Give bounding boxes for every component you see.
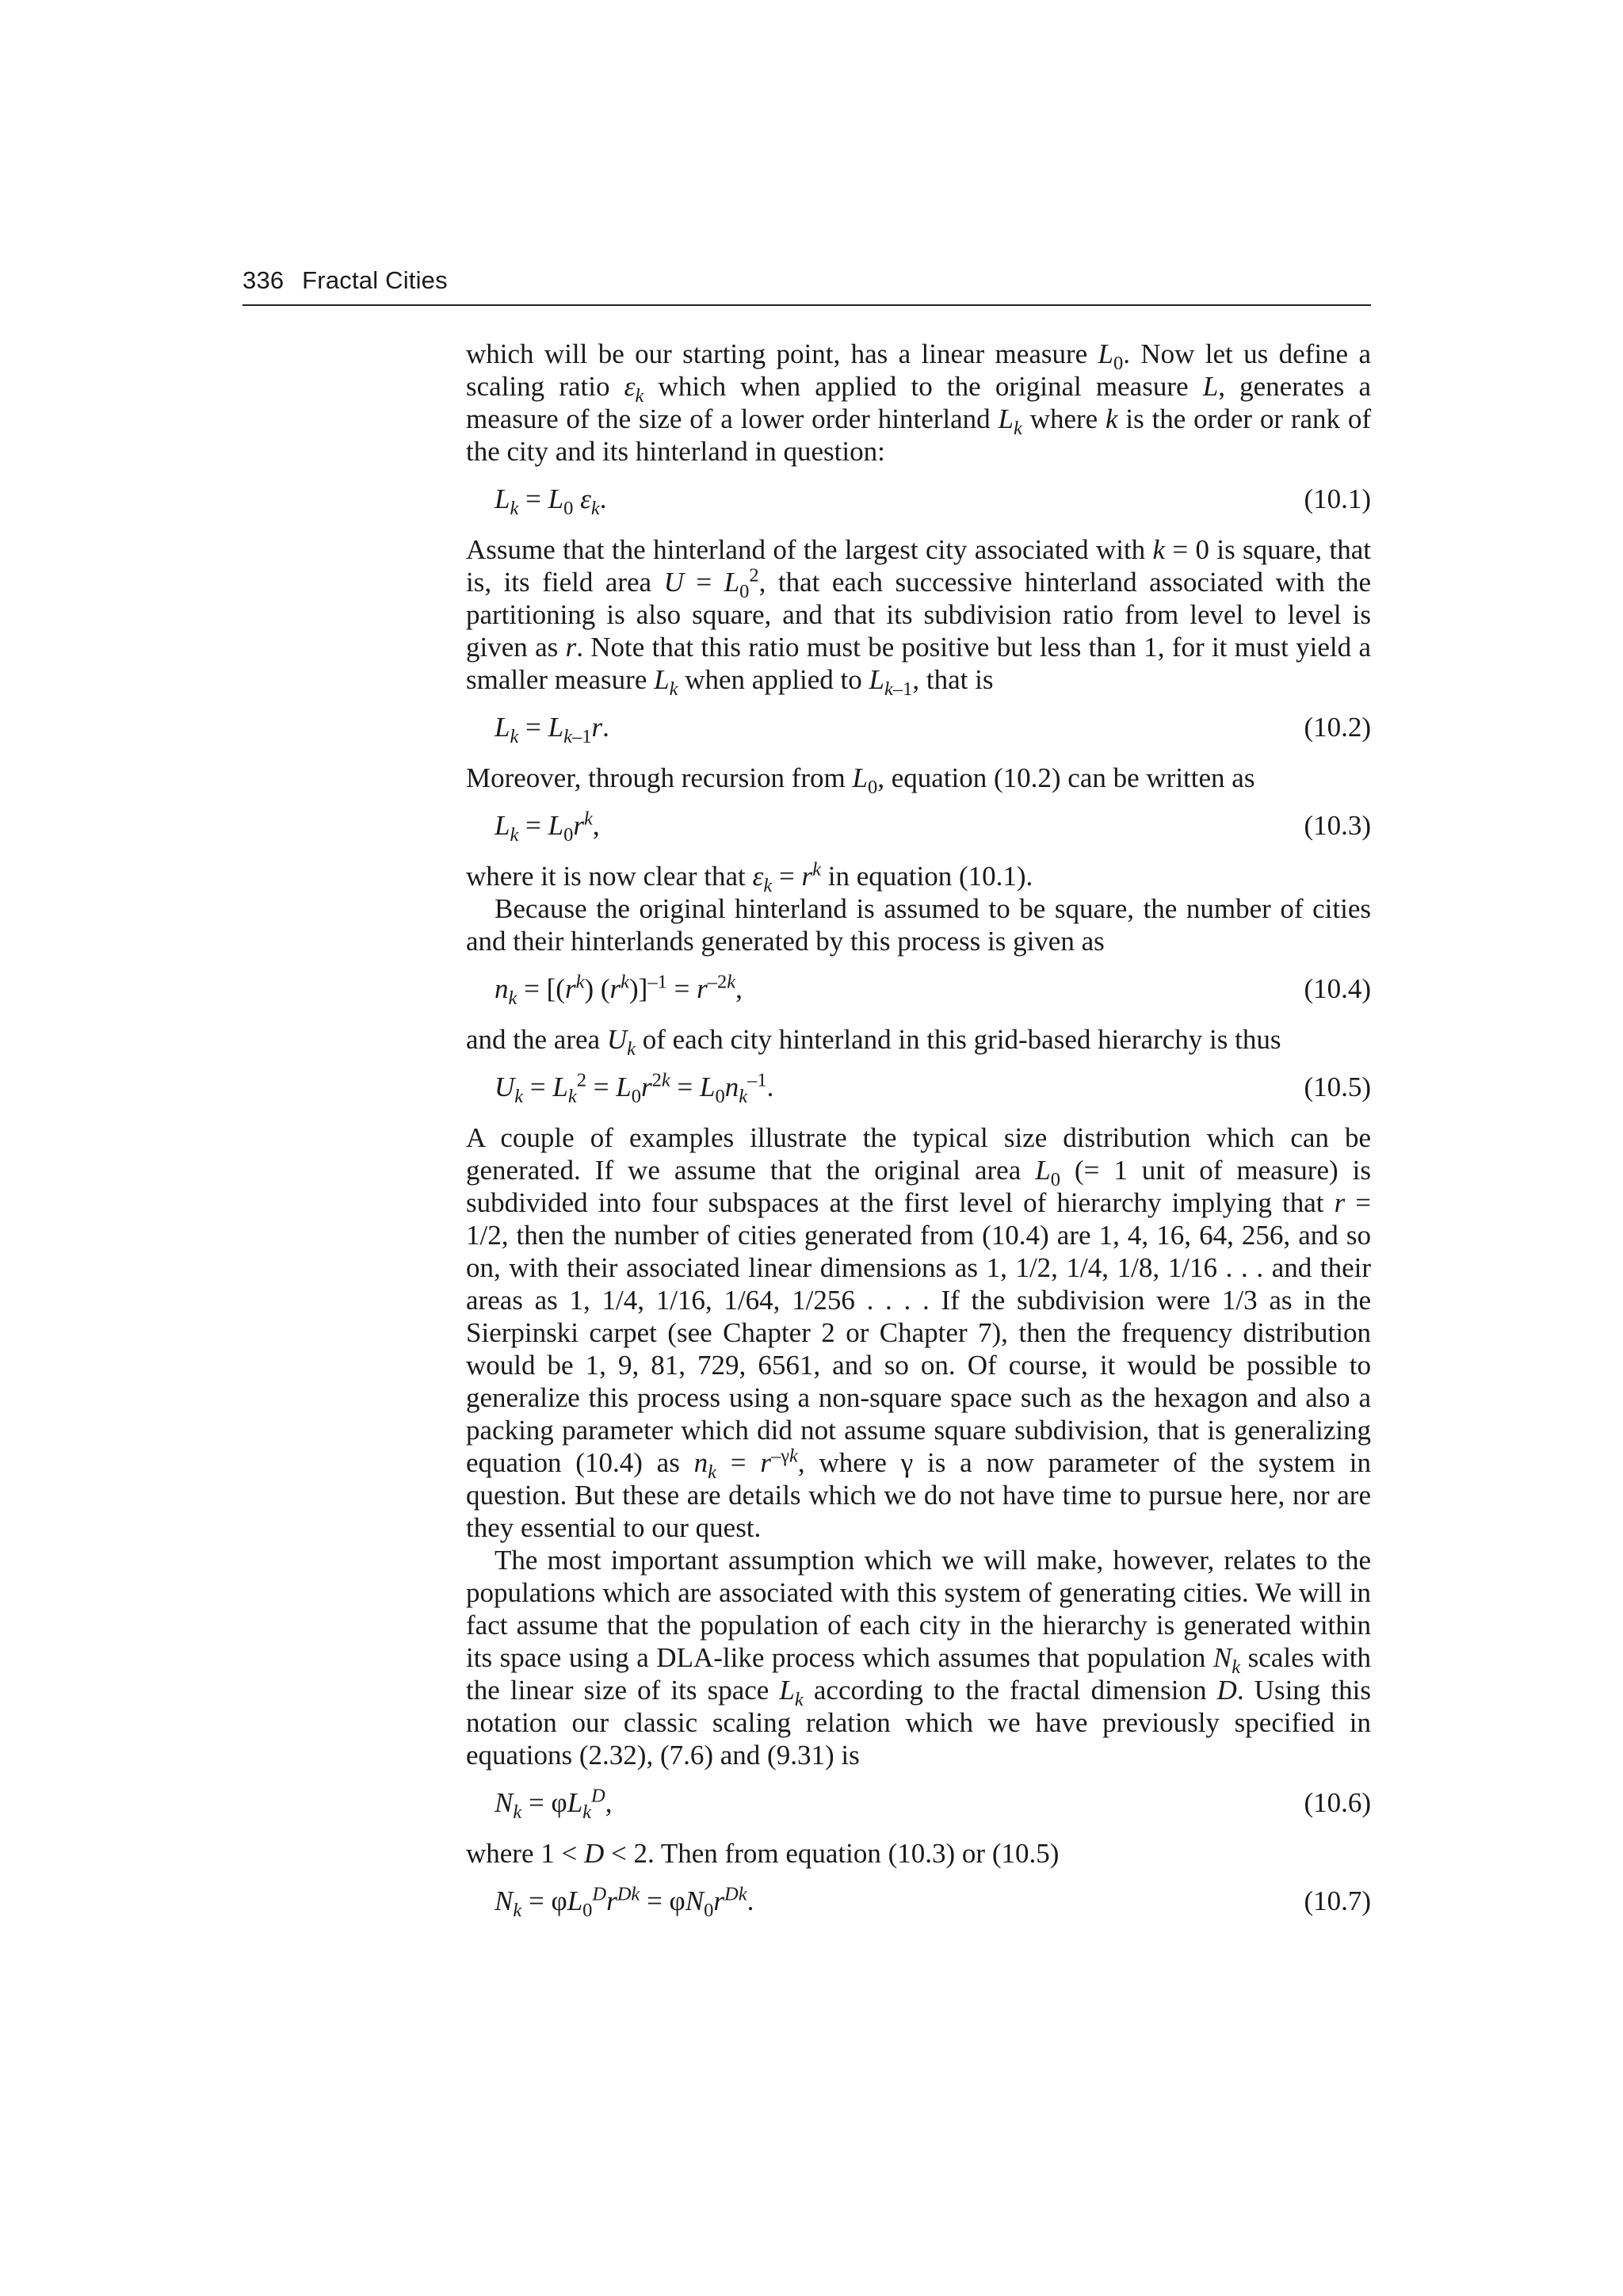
equation [466, 483, 1371, 519]
running-head [242, 266, 1368, 295]
equation-number: (10.5) [1304, 1072, 1371, 1102]
equation [466, 1069, 1371, 1107]
equation-number: (10.4) [1304, 973, 1371, 1004]
header-rule [242, 304, 1371, 306]
equation [466, 808, 1371, 846]
body-text [466, 338, 1371, 1935]
equation-number: (10.1) [1304, 483, 1371, 514]
equation-formula: $N_k = \varphi L_0^Dr^{Dk} = \varphi N_0r^{Dk}$. [495, 1883, 754, 1921]
paragraph: A couple of examples illustrate the typical size distribution which can be generated. If we assume that the original area $L_0$ (= 1 unit of measure) is subdivided into four subspaces at the first level of hierarchy implying that r = 1/2, then the number of cities generated from (10.4) are 1, 4, 16, 64, 256, and so on, with their associated linear dimensions as 1, 1/2, 1/4, 1/8, 1/16 . . . and their areas as 1, 1/4, 1/16, 1/64, 1/256 . . . . If the subdivision were 1/3 as in the Sierpinski carpet (see Chapter 2 or Chapter 7), then the frequency distribution would be 1, 9, 81, 729, 6561, and so on. Of course, it would be possible to generalize this process using a non-square space such as the hexagon and also a packing parameter which did not assume square subdivision, that is generalizing equation (10.4) as $n_k = r^{-\gamma k}$, where γ is a now parameter of the system in question. But these are details which we do not have time to pursue here, nor are they essential to our quest. [466, 1122, 1372, 1543]
book-title: Fractal Cities [302, 266, 448, 294]
paragraph: The most important assumption which we will make, however, relates to the populations which are associated with this system of generating cities. We will in fact assume that the population of each city in the hierarchy is generated within its space using a DLA-like process which assumes that population $N_k$ scales with the linear size of its space $L_k$ according to the fractal dimension D. Using this notation our classic scaling relation which we have previously specified in equations (2.32), (7.6) and (9.31) is [466, 1545, 1371, 1771]
paragraph: Assume that the hinterland of the largest city associated with k = 0 is square, that is, its field area $U = L_0^2$, that each successive hinterland associated with the partitioning is also square, and that its subdivision ratio from level to level is given as r. Note that this ratio must be positive but less than 1, for it must yield a smaller measure $L_k$ when applied to $L_{k-1}$, that is [466, 534, 1371, 700]
paragraph: which will be our starting point, has a linear measure $L_0$. Now let us define a scaling ratio $\varepsilon_k$ which when applied to the original measure L, generates a measure of the size of a lower order hinterland $L_k$ where k is the order or rank of the city and its hinterland in question: [466, 338, 1371, 467]
paragraph: Moreover, through recursion from $L_0$, equation (10.2) can be written as [466, 762, 1255, 798]
equation [466, 1785, 1371, 1823]
equation-number: (10.2) [1304, 712, 1371, 743]
equation-formula: $n_k = [(r^k) (r^k)]^{-1} = r^{-2k}$, [495, 971, 743, 1009]
equation-formula: $L_k = L_{k-1}r$. [495, 712, 609, 747]
paragraph: where 1 < D < 2. Then from equation (10.3) or (10.5) [466, 1838, 1060, 1869]
equation-formula: $N_k = \varphi L_k^D$, [495, 1785, 613, 1823]
equation [466, 971, 1371, 1009]
equation [466, 1883, 1371, 1921]
paragraph: Because the original hinterland is assumed to be square, the number of cities and their hinterlands generated by this process is given as [466, 893, 1371, 957]
paragraph: and the area $U_k$ of each city hinterland in this grid-based hierarchy is thus [466, 1024, 1281, 1060]
equation-number: (10.3) [1304, 810, 1371, 841]
page-number: 336 [242, 266, 285, 294]
equation-formula: $U_k = L_k^2 = L_0r^{2k} = L_0n_k^{-1}$. [495, 1069, 774, 1107]
paragraph: where it is now clear that $\varepsilon_k = r^k$ in equation (10.1). [466, 858, 1033, 896]
equation-number: (10.7) [1304, 1885, 1371, 1916]
equation-formula: $L_k = L_0r^k$, [495, 808, 600, 846]
equation-formula: $L_k = L_0$ $\varepsilon_k$. [495, 483, 607, 519]
equation [466, 711, 1371, 747]
equation-number: (10.6) [1304, 1787, 1371, 1818]
